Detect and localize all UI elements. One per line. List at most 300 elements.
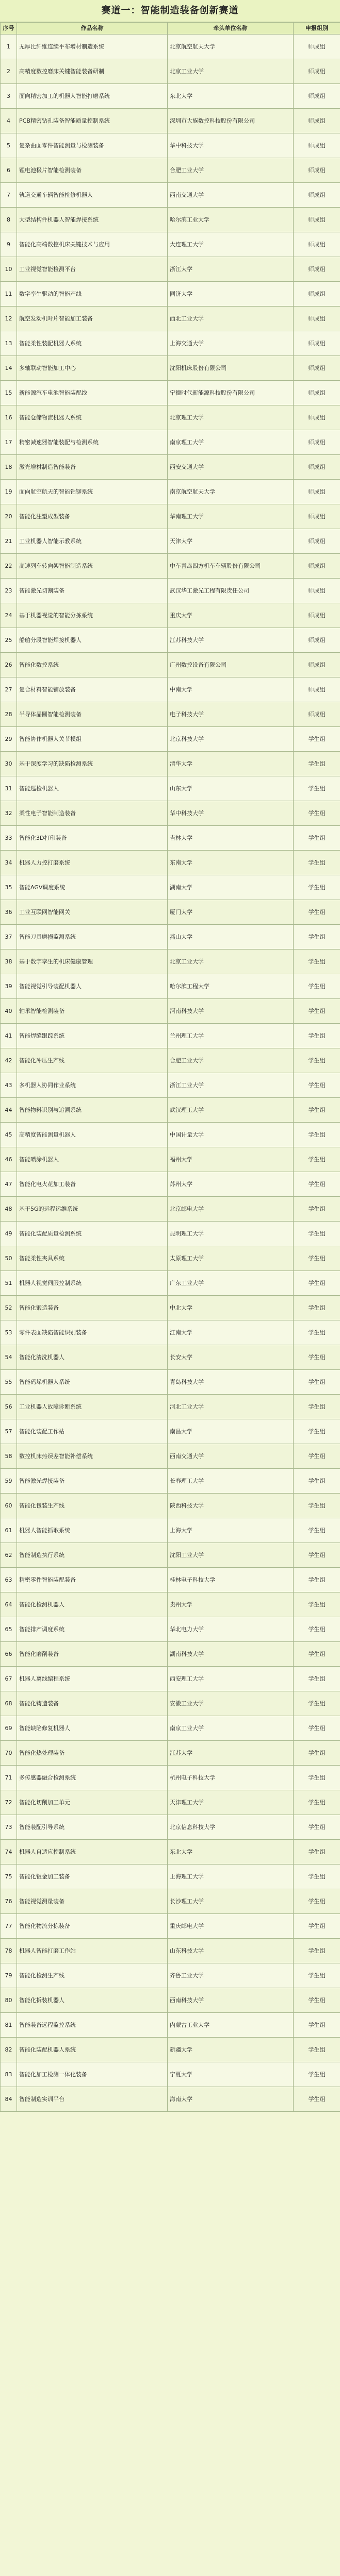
row-project-name: 工业视觉智能检测平台 xyxy=(17,257,168,282)
row-lead-org: 东北大学 xyxy=(168,84,294,109)
row-group: 学生组 xyxy=(294,1320,340,1345)
row-serial: 82 xyxy=(1,2038,17,2062)
table-row xyxy=(1,232,340,257)
row-lead-org: 江苏科技大学 xyxy=(168,628,294,653)
row-group: 师成组 xyxy=(294,183,340,208)
row-serial: 34 xyxy=(1,851,17,875)
row-project-name: 智能制造实训平台 xyxy=(17,2087,168,2112)
row-project-name: 智能化检测生产线 xyxy=(17,1963,168,1988)
row-lead-org: 北京信息科技大学 xyxy=(168,1815,294,1840)
row-project-name: 智能柔性装配机器人系统 xyxy=(17,331,168,356)
row-group: 师成组 xyxy=(294,702,340,727)
row-group: 师成组 xyxy=(294,35,340,59)
row-project-name: 高速列车转向架智能制造系统 xyxy=(17,554,168,579)
row-group: 学生组 xyxy=(294,1889,340,1914)
table-row xyxy=(1,1939,340,1963)
row-serial: 3 xyxy=(1,84,17,109)
row-project-name: 机器人自适应控制系统 xyxy=(17,1840,168,1865)
row-project-name: 多轴联动智能加工中心 xyxy=(17,356,168,381)
row-group: 师成组 xyxy=(294,529,340,554)
row-serial: 26 xyxy=(1,653,17,677)
row-group: 师成组 xyxy=(294,504,340,529)
table-row xyxy=(1,1073,340,1098)
table-row xyxy=(1,851,340,875)
row-project-name: 基于深度学习的缺陷检测系统 xyxy=(17,752,168,776)
row-serial: 78 xyxy=(1,1939,17,1963)
row-lead-org: 同济大学 xyxy=(168,282,294,307)
row-project-name: 精密零件智能装配装备 xyxy=(17,1568,168,1592)
row-project-name: 智能排产调度系统 xyxy=(17,1617,168,1642)
row-serial: 31 xyxy=(1,776,17,801)
row-group: 学生组 xyxy=(294,1642,340,1667)
row-group: 师成组 xyxy=(294,677,340,702)
row-project-name: 智能缺陷修复机器人 xyxy=(17,1716,168,1741)
row-serial: 11 xyxy=(1,282,17,307)
table-row xyxy=(1,1370,340,1395)
row-lead-org: 青岛科技大学 xyxy=(168,1370,294,1395)
row-group: 学生组 xyxy=(294,1963,340,1988)
row-group: 师成组 xyxy=(294,59,340,84)
row-lead-org: 华北电力大学 xyxy=(168,1617,294,1642)
row-project-name: 多机器人协同作业系统 xyxy=(17,1073,168,1098)
row-group: 学生组 xyxy=(294,1494,340,1518)
table-row xyxy=(1,1222,340,1246)
row-serial: 50 xyxy=(1,1246,17,1271)
table-row xyxy=(1,1296,340,1320)
row-project-name: 面向精密加工的机器人智能打磨系统 xyxy=(17,84,168,109)
row-project-name: 多传感器融合检测系统 xyxy=(17,1766,168,1790)
row-project-name: 基于5G的远程运维系统 xyxy=(17,1197,168,1222)
row-group: 师成组 xyxy=(294,257,340,282)
row-project-name: 面向航空航天的智能钻铆系统 xyxy=(17,480,168,504)
row-serial: 47 xyxy=(1,1172,17,1197)
row-project-name: 智能激光焊接装备 xyxy=(17,1469,168,1494)
row-project-name: 航空发动机叶片智能加工装备 xyxy=(17,307,168,331)
table-row xyxy=(1,1914,340,1939)
row-serial: 64 xyxy=(1,1592,17,1617)
row-serial: 68 xyxy=(1,1691,17,1716)
row-project-name: 智能化数控系统 xyxy=(17,653,168,677)
row-group: 学生组 xyxy=(294,851,340,875)
row-lead-org: 长沙理工大学 xyxy=(168,1889,294,1914)
row-lead-org: 中北大学 xyxy=(168,1296,294,1320)
row-lead-org: 江苏大学 xyxy=(168,1741,294,1766)
row-lead-org: 中车青岛四方机车车辆股份有限公司 xyxy=(168,554,294,579)
table-row xyxy=(1,529,340,554)
row-group: 学生组 xyxy=(294,1419,340,1444)
row-lead-org: 上海交通大学 xyxy=(168,331,294,356)
row-serial: 25 xyxy=(1,628,17,653)
row-project-name: 半导体晶圆智能检测装备 xyxy=(17,702,168,727)
row-group: 学生组 xyxy=(294,727,340,752)
row-lead-org: 沈阳工业大学 xyxy=(168,1543,294,1568)
table-row xyxy=(1,776,340,801)
row-lead-org: 厦门大学 xyxy=(168,900,294,925)
row-group: 师成组 xyxy=(294,554,340,579)
row-group: 师成组 xyxy=(294,381,340,405)
row-lead-org: 上海理工大学 xyxy=(168,1865,294,1889)
row-serial: 81 xyxy=(1,2013,17,2038)
row-lead-org: 太原理工大学 xyxy=(168,1246,294,1271)
row-group: 学生组 xyxy=(294,1543,340,1568)
row-lead-org: 武汉理工大学 xyxy=(168,1098,294,1123)
row-serial: 19 xyxy=(1,480,17,504)
table-row xyxy=(1,282,340,307)
row-lead-org: 吉林大学 xyxy=(168,826,294,851)
row-lead-org: 东北大学 xyxy=(168,1840,294,1865)
row-serial: 83 xyxy=(1,2062,17,2087)
row-group: 学生组 xyxy=(294,950,340,974)
table-row xyxy=(1,826,340,851)
table-row xyxy=(1,1716,340,1741)
row-serial: 58 xyxy=(1,1444,17,1469)
row-serial: 24 xyxy=(1,603,17,628)
row-group: 师成组 xyxy=(294,331,340,356)
row-group: 学生组 xyxy=(294,1988,340,2013)
row-serial: 45 xyxy=(1,1123,17,1147)
row-serial: 10 xyxy=(1,257,17,282)
row-serial: 54 xyxy=(1,1345,17,1370)
row-project-name: 工业互联网智能网关 xyxy=(17,900,168,925)
row-project-name: 机器人力控打磨系统 xyxy=(17,851,168,875)
table-row xyxy=(1,2087,340,2112)
row-lead-org: 合肥工业大学 xyxy=(168,158,294,183)
row-lead-org: 长安大学 xyxy=(168,1345,294,1370)
row-serial: 69 xyxy=(1,1716,17,1741)
row-lead-org: 海南大学 xyxy=(168,2087,294,2112)
row-lead-org: 北京航空航天大学 xyxy=(168,35,294,59)
row-lead-org: 沈阳机床股份有限公司 xyxy=(168,356,294,381)
table-row xyxy=(1,2013,340,2038)
table-row xyxy=(1,1444,340,1469)
row-lead-org: 南京航空航天大学 xyxy=(168,480,294,504)
row-group: 师成组 xyxy=(294,84,340,109)
row-group: 师成组 xyxy=(294,653,340,677)
row-serial: 71 xyxy=(1,1766,17,1790)
table-row xyxy=(1,356,340,381)
row-serial: 35 xyxy=(1,875,17,900)
row-group: 学生组 xyxy=(294,1766,340,1790)
row-group: 学生组 xyxy=(294,1741,340,1766)
row-lead-org: 天津理工大学 xyxy=(168,1790,294,1815)
table-row xyxy=(1,1320,340,1345)
table-row xyxy=(1,405,340,430)
row-group: 学生组 xyxy=(294,2013,340,2038)
table-row xyxy=(1,1271,340,1296)
row-serial: 53 xyxy=(1,1320,17,1345)
table-row xyxy=(1,1024,340,1048)
row-lead-org: 浙江大学 xyxy=(168,257,294,282)
row-serial: 23 xyxy=(1,579,17,603)
table-row xyxy=(1,1592,340,1617)
table-row xyxy=(1,1988,340,2013)
row-group: 师成组 xyxy=(294,109,340,133)
row-serial: 38 xyxy=(1,950,17,974)
row-lead-org: 哈尔滨工业大学 xyxy=(168,208,294,232)
row-project-name: 智能化注塑成型装备 xyxy=(17,504,168,529)
row-lead-org: 南昌大学 xyxy=(168,1419,294,1444)
row-lead-org: 南京工业大学 xyxy=(168,1716,294,1741)
row-serial: 77 xyxy=(1,1914,17,1939)
table-row xyxy=(1,1766,340,1790)
row-lead-org: 重庆大学 xyxy=(168,603,294,628)
table-row xyxy=(1,554,340,579)
row-serial: 40 xyxy=(1,999,17,1024)
row-project-name: 智能协作机器人关节模组 xyxy=(17,727,168,752)
row-serial: 5 xyxy=(1,133,17,158)
row-serial: 46 xyxy=(1,1147,17,1172)
table-row xyxy=(1,430,340,455)
row-project-name: 智能刀具磨损监测系统 xyxy=(17,925,168,950)
row-lead-org: 电子科技大学 xyxy=(168,702,294,727)
table-row xyxy=(1,183,340,208)
row-group: 学生组 xyxy=(294,974,340,999)
table-row xyxy=(1,1889,340,1914)
row-group: 师成组 xyxy=(294,307,340,331)
row-group: 师成组 xyxy=(294,628,340,653)
table-row xyxy=(1,1469,340,1494)
row-group: 学生组 xyxy=(294,1790,340,1815)
row-project-name: 基于机器视觉的智能分拣系统 xyxy=(17,603,168,628)
row-lead-org: 河北工业大学 xyxy=(168,1395,294,1419)
row-group: 学生组 xyxy=(294,2062,340,2087)
row-group: 师成组 xyxy=(294,603,340,628)
row-serial: 6 xyxy=(1,158,17,183)
row-serial: 72 xyxy=(1,1790,17,1815)
row-lead-org: 浙江工业大学 xyxy=(168,1073,294,1098)
row-group: 学生组 xyxy=(294,1840,340,1865)
row-serial: 70 xyxy=(1,1741,17,1766)
row-project-name: 船舶分段智能焊接机器人 xyxy=(17,628,168,653)
row-group: 学生组 xyxy=(294,1197,340,1222)
row-project-name: 机器人智能打磨工作站 xyxy=(17,1939,168,1963)
row-serial: 61 xyxy=(1,1518,17,1543)
row-serial: 9 xyxy=(1,232,17,257)
table-row xyxy=(1,1790,340,1815)
row-lead-org: 华南理工大学 xyxy=(168,504,294,529)
row-project-name: 高精度智能测量机器人 xyxy=(17,1123,168,1147)
row-project-name: 轨道交通车辆智能检修机器人 xyxy=(17,183,168,208)
row-lead-org: 西北工业大学 xyxy=(168,307,294,331)
row-lead-org: 华中科技大学 xyxy=(168,801,294,826)
header-project-name: 作品名称 xyxy=(17,23,168,35)
table-row xyxy=(1,1123,340,1147)
row-project-name: 智能码垛机器人系统 xyxy=(17,1370,168,1395)
table-row xyxy=(1,1568,340,1592)
row-project-name: 智能化3D打印装备 xyxy=(17,826,168,851)
row-project-name: 智能化磨削装备 xyxy=(17,1642,168,1667)
row-serial: 18 xyxy=(1,455,17,480)
row-project-name: 智能化装配机器人系统 xyxy=(17,2038,168,2062)
header-row xyxy=(1,23,340,35)
row-project-name: 智能巡检机器人 xyxy=(17,776,168,801)
row-project-name: 智能AGV调度系统 xyxy=(17,875,168,900)
row-group: 学生组 xyxy=(294,1024,340,1048)
row-lead-org: 福州大学 xyxy=(168,1147,294,1172)
row-group: 学生组 xyxy=(294,1098,340,1123)
row-lead-org: 湖南科技大学 xyxy=(168,1642,294,1667)
row-serial: 76 xyxy=(1,1889,17,1914)
table-body xyxy=(1,35,340,2112)
table-row xyxy=(1,603,340,628)
row-project-name: 智能化切削加工单元 xyxy=(17,1790,168,1815)
row-lead-org: 中国计量大学 xyxy=(168,1123,294,1147)
row-lead-org: 陕西科技大学 xyxy=(168,1494,294,1518)
row-group: 师成组 xyxy=(294,455,340,480)
table-row xyxy=(1,677,340,702)
row-group: 学生组 xyxy=(294,1617,340,1642)
row-lead-org: 上海大学 xyxy=(168,1518,294,1543)
row-lead-org: 兰州理工大学 xyxy=(168,1024,294,1048)
row-lead-org: 昆明理工大学 xyxy=(168,1222,294,1246)
table-row xyxy=(1,1147,340,1172)
table-row xyxy=(1,579,340,603)
row-project-name: 复合材料智能铺放装备 xyxy=(17,677,168,702)
row-group: 学生组 xyxy=(294,1345,340,1370)
row-group: 学生组 xyxy=(294,1395,340,1419)
row-serial: 79 xyxy=(1,1963,17,1988)
table-row xyxy=(1,1617,340,1642)
row-project-name: 高精度数控磨床关键智能装备研制 xyxy=(17,59,168,84)
row-serial: 57 xyxy=(1,1419,17,1444)
row-lead-org: 内蒙古工业大学 xyxy=(168,2013,294,2038)
table-row xyxy=(1,1543,340,1568)
row-serial: 14 xyxy=(1,356,17,381)
row-lead-org: 湖南大学 xyxy=(168,875,294,900)
row-serial: 55 xyxy=(1,1370,17,1395)
table-row xyxy=(1,331,340,356)
row-lead-org: 齐鲁工业大学 xyxy=(168,1963,294,1988)
row-project-name: 智能化检测机器人 xyxy=(17,1592,168,1617)
row-lead-org: 西南科技大学 xyxy=(168,1988,294,2013)
row-group: 学生组 xyxy=(294,776,340,801)
row-group: 师成组 xyxy=(294,158,340,183)
row-group: 学生组 xyxy=(294,1048,340,1073)
header-serial: 序号 xyxy=(1,23,17,35)
table-row xyxy=(1,801,340,826)
row-serial: 7 xyxy=(1,183,17,208)
row-serial: 21 xyxy=(1,529,17,554)
table-row xyxy=(1,504,340,529)
row-serial: 48 xyxy=(1,1197,17,1222)
row-lead-org: 北京工业大学 xyxy=(168,950,294,974)
row-serial: 49 xyxy=(1,1222,17,1246)
table-row xyxy=(1,1494,340,1518)
row-lead-org: 重庆邮电大学 xyxy=(168,1914,294,1939)
row-project-name: 精密减速器智能装配与检测系统 xyxy=(17,430,168,455)
row-lead-org: 广州数控设备有限公司 xyxy=(168,653,294,677)
row-lead-org: 长春理工大学 xyxy=(168,1469,294,1494)
table-row xyxy=(1,84,340,109)
row-project-name: 智能化包装生产线 xyxy=(17,1494,168,1518)
row-serial: 75 xyxy=(1,1865,17,1889)
row-group: 师成组 xyxy=(294,480,340,504)
table-row xyxy=(1,1395,340,1419)
row-serial: 67 xyxy=(1,1667,17,1691)
table-row xyxy=(1,950,340,974)
row-lead-org: 北京理工大学 xyxy=(168,405,294,430)
row-lead-org: 山东科技大学 xyxy=(168,1939,294,1963)
row-group: 学生组 xyxy=(294,752,340,776)
row-project-name: 智能装配引导系统 xyxy=(17,1815,168,1840)
row-serial: 59 xyxy=(1,1469,17,1494)
row-project-name: 智能化装配工作站 xyxy=(17,1419,168,1444)
row-lead-org: 杭州电子科技大学 xyxy=(168,1766,294,1790)
row-lead-org: 哈尔滨工程大学 xyxy=(168,974,294,999)
row-serial: 73 xyxy=(1,1815,17,1840)
table-row xyxy=(1,925,340,950)
table-row xyxy=(1,752,340,776)
row-group: 学生组 xyxy=(294,1123,340,1147)
table-row xyxy=(1,702,340,727)
row-project-name: 智能喷涂机器人 xyxy=(17,1147,168,1172)
row-serial: 51 xyxy=(1,1271,17,1296)
table-row xyxy=(1,875,340,900)
row-lead-org: 北京工业大学 xyxy=(168,59,294,84)
row-project-name: 数字孪生驱动的智能产线 xyxy=(17,282,168,307)
row-serial: 74 xyxy=(1,1840,17,1865)
row-lead-org: 大连理工大学 xyxy=(168,232,294,257)
row-group: 师成组 xyxy=(294,133,340,158)
table-row xyxy=(1,307,340,331)
row-group: 学生组 xyxy=(294,1815,340,1840)
row-group: 学生组 xyxy=(294,2087,340,2112)
row-serial: 52 xyxy=(1,1296,17,1320)
table-row xyxy=(1,1098,340,1123)
row-lead-org: 燕山大学 xyxy=(168,925,294,950)
row-group: 学生组 xyxy=(294,925,340,950)
row-group: 学生组 xyxy=(294,900,340,925)
award-table xyxy=(0,22,340,2112)
table-row xyxy=(1,2062,340,2087)
row-group: 学生组 xyxy=(294,1691,340,1716)
row-serial: 41 xyxy=(1,1024,17,1048)
row-lead-org: 新疆大学 xyxy=(168,2038,294,2062)
row-group: 学生组 xyxy=(294,1469,340,1494)
row-group: 学生组 xyxy=(294,1518,340,1543)
row-project-name: 智能柔性夹具系统 xyxy=(17,1246,168,1271)
table-row xyxy=(1,653,340,677)
table-row xyxy=(1,1345,340,1370)
row-lead-org: 宁德时代新能源科技股份有限公司 xyxy=(168,381,294,405)
table-row xyxy=(1,1172,340,1197)
row-group: 师成组 xyxy=(294,405,340,430)
row-project-name: 复杂曲面零件智能测量与检测装备 xyxy=(17,133,168,158)
row-group: 学生组 xyxy=(294,1222,340,1246)
row-project-name: 智能化清洗机器人 xyxy=(17,1345,168,1370)
row-group: 学生组 xyxy=(294,875,340,900)
row-group: 学生组 xyxy=(294,1172,340,1197)
row-project-name: 机器人视觉伺服控制系统 xyxy=(17,1271,168,1296)
row-lead-org: 西南交通大学 xyxy=(168,183,294,208)
row-group: 学生组 xyxy=(294,826,340,851)
row-serial: 32 xyxy=(1,801,17,826)
row-lead-org: 河南科技大学 xyxy=(168,999,294,1024)
row-serial: 37 xyxy=(1,925,17,950)
row-lead-org: 贵州大学 xyxy=(168,1592,294,1617)
row-serial: 42 xyxy=(1,1048,17,1073)
row-project-name: PCB精密钻孔装备智能质量控制系统 xyxy=(17,109,168,133)
row-project-name: 轴承智能检测装备 xyxy=(17,999,168,1024)
row-group: 学生组 xyxy=(294,999,340,1024)
row-project-name: 智能化加工检测一体化装备 xyxy=(17,2062,168,2087)
row-group: 学生组 xyxy=(294,1568,340,1592)
row-group: 学生组 xyxy=(294,801,340,826)
table-row xyxy=(1,158,340,183)
row-group: 学生组 xyxy=(294,1592,340,1617)
row-group: 师成组 xyxy=(294,232,340,257)
row-project-name: 无厚比纤维连续平布增材制造系统 xyxy=(17,35,168,59)
